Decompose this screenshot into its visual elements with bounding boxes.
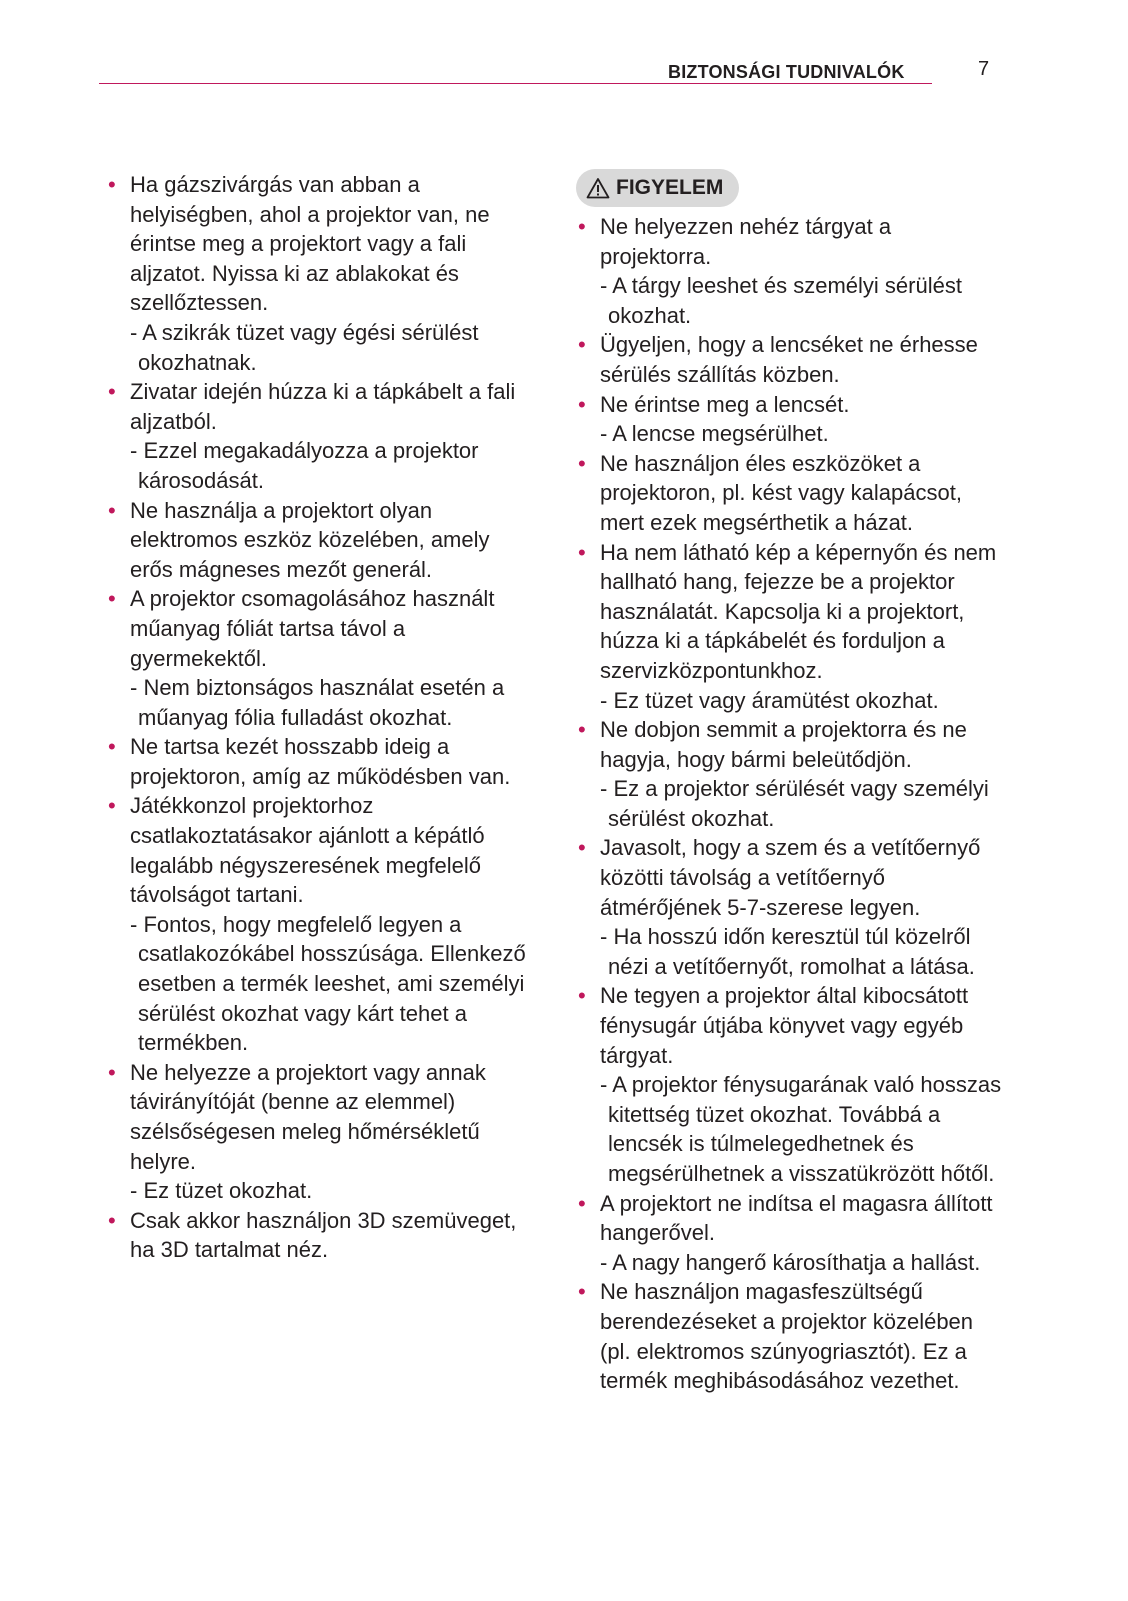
list-item — [108, 584, 528, 732]
list-item — [578, 715, 1008, 833]
bullet-icon: • — [108, 586, 116, 612]
list-item — [578, 212, 1008, 330]
bullet-icon: • — [108, 734, 116, 760]
list-item — [578, 390, 1008, 449]
item-text: A projektort ne indítsa el magasra állított hangerővel. — [600, 1190, 993, 1246]
item-text: Javasolt, hogy a szem és a vetítőernyő közötti távolság a vetítőernyő átmérőjének 5-7-szerese legyen. — [600, 835, 981, 920]
list-item — [578, 981, 1008, 1188]
item-note: - A szikrák tüzet vagy égési sérülést okozhatnak. — [130, 319, 479, 375]
bullet-icon: • — [578, 1190, 586, 1216]
list-item — [108, 791, 528, 1057]
item-text: Játékkonzol projektorhoz csatlakoztatásakor ajánlott a képátló legalább négyszeresének megfelelő távolságot tartani. — [130, 793, 485, 908]
bullet-icon: • — [578, 835, 586, 861]
list-item — [108, 377, 528, 495]
bullet-icon: • — [578, 1279, 586, 1305]
item-text: Ne használjon magasfeszültségű berendezéseket a projektor közelében (pl. elektromos szúnyogriasztót). Ez a termék meghibásodásához vezethet. — [600, 1279, 974, 1394]
list-item — [578, 833, 1008, 981]
item-text: A projektor csomagolásához használt műanyag fóliát tartsa távol a gyermekektől. — [130, 586, 495, 671]
bullet-icon: • — [578, 332, 586, 358]
bullet-icon: • — [108, 172, 116, 197]
item-text: Csak akkor használjon 3D szemüveget, ha 3D tartalmat néz. — [130, 1207, 517, 1263]
caution-label: FIGYELEM — [616, 176, 724, 199]
item-text: Zivatar idején húzza ki a tápkábelt a fali aljzatból. — [130, 379, 516, 434]
bullet-icon: • — [578, 717, 586, 743]
item-text: Ne érintse meg a lencsét. — [600, 391, 850, 417]
item-note: - Ezzel megakadályozza a projektor károsodását. — [130, 438, 479, 493]
item-text: Ha nem látható kép a képernyőn és nem hallható hang, fejezze be a projektor használatát. Kapcsolja ki a projektort, húzza ki a tápkábelét és forduljon a szervizközpontunkhoz. — [600, 539, 997, 683]
list-item — [578, 538, 1008, 716]
item-text: Ne tartsa kezét hosszabb ideig a projektoron, amíg az működésben van. — [130, 734, 511, 789]
item-text: Ne használjon éles eszközöket a projektoron, pl. kést vagy kalapácsot, mert ezek megsérthetik a házat. — [600, 450, 962, 535]
bullet-icon: • — [578, 539, 586, 565]
item-note: - Nem biztonságos használat esetén a műanyag fólia fulladást okozhat. — [130, 675, 505, 730]
item-note: - A lencse megsérülhet. — [600, 421, 829, 447]
item-text: Ne tegyen a projektor által kibocsátott fénysugár útjába könyvet vagy egyéb tárgyat. — [600, 983, 969, 1068]
bullet-icon: • — [108, 1059, 116, 1085]
list-item — [578, 1277, 1008, 1395]
bullet-icon: • — [108, 1207, 116, 1233]
item-text: Ne dobjon semmit a projektorra és ne hagyja, hogy bármi beleütődjön. — [600, 717, 967, 772]
list-item — [578, 1189, 1008, 1278]
item-text: Ügyeljen, hogy a lencséket ne érhesse sérülés szállítás közben. — [600, 332, 978, 387]
bullet-icon: • — [108, 497, 116, 523]
list-item — [578, 449, 1008, 538]
item-note: - A tárgy leeshet és személyi sérülést okozhat. — [600, 273, 962, 328]
item-note: - Ez a projektor sérülését vagy személyi sérülést okozhat. — [600, 776, 989, 831]
bullet-icon: • — [108, 379, 116, 405]
page-number: 7 — [978, 58, 990, 80]
list-item — [108, 496, 528, 585]
section-title: BIZTONSÁGI TUDNIVALÓK — [668, 62, 905, 82]
item-note: - A nagy hangerő károsíthatja a hallást. — [600, 1249, 981, 1275]
list-item — [578, 330, 1008, 389]
item-text: Ne használja a projektort olyan elektromos eszköz közelében, amely erős mágneses mezőt generál. — [130, 497, 490, 582]
list-item — [108, 1206, 528, 1265]
bullet-icon: • — [578, 450, 586, 476]
item-note: - Fontos, hogy megfelelő legyen a csatlakozókábel hosszúsága. Ellenkező esetben a termék leeshet, ami személyi sérülést okozhat vagy kárt tehet a termékben. — [130, 911, 526, 1056]
item-text: Ne helyezze a projektort vagy annak távirányítóját (benne az elemmel) szélsőségesen meleg hőmérsékletű helyre. — [130, 1059, 486, 1174]
item-text: Ha gázszivárgás van abban a helyiségben, ahol a projektor van, ne érintse meg a projektort vagy a fali aljzatot. Nyissa ki az ablakokat és szellőztessen. — [130, 172, 490, 316]
list-item — [108, 1058, 528, 1206]
item-note: - Ez tüzet okozhat. — [130, 1178, 313, 1204]
item-note: - A projektor fénysugarának való hosszas kitettség tüzet okozhat. Továbbá a lencsék is túlmelegedhetnek és megsérülhetnek a visszatükrözött hőtől. — [600, 1072, 1002, 1186]
header-divider — [99, 83, 932, 84]
bullet-icon: • — [108, 793, 116, 819]
item-text: Ne helyezzen nehéz tárgyat a projektorra. — [600, 214, 892, 269]
right-column — [578, 212, 1008, 1396]
item-note: - Ez tüzet vagy áramütést okozhat. — [600, 687, 939, 713]
list-item — [108, 732, 528, 791]
list-item — [108, 170, 528, 377]
bullet-icon: • — [578, 214, 586, 239]
bullet-icon: • — [578, 983, 586, 1009]
caution-badge — [576, 169, 739, 207]
item-note: - Ha hosszú időn keresztül túl közelről nézi a vetítőernyőt, romolhat a látása. — [600, 924, 975, 979]
left-column — [108, 170, 528, 1265]
warning-triangle-icon — [586, 177, 610, 199]
bullet-icon: • — [578, 391, 586, 417]
